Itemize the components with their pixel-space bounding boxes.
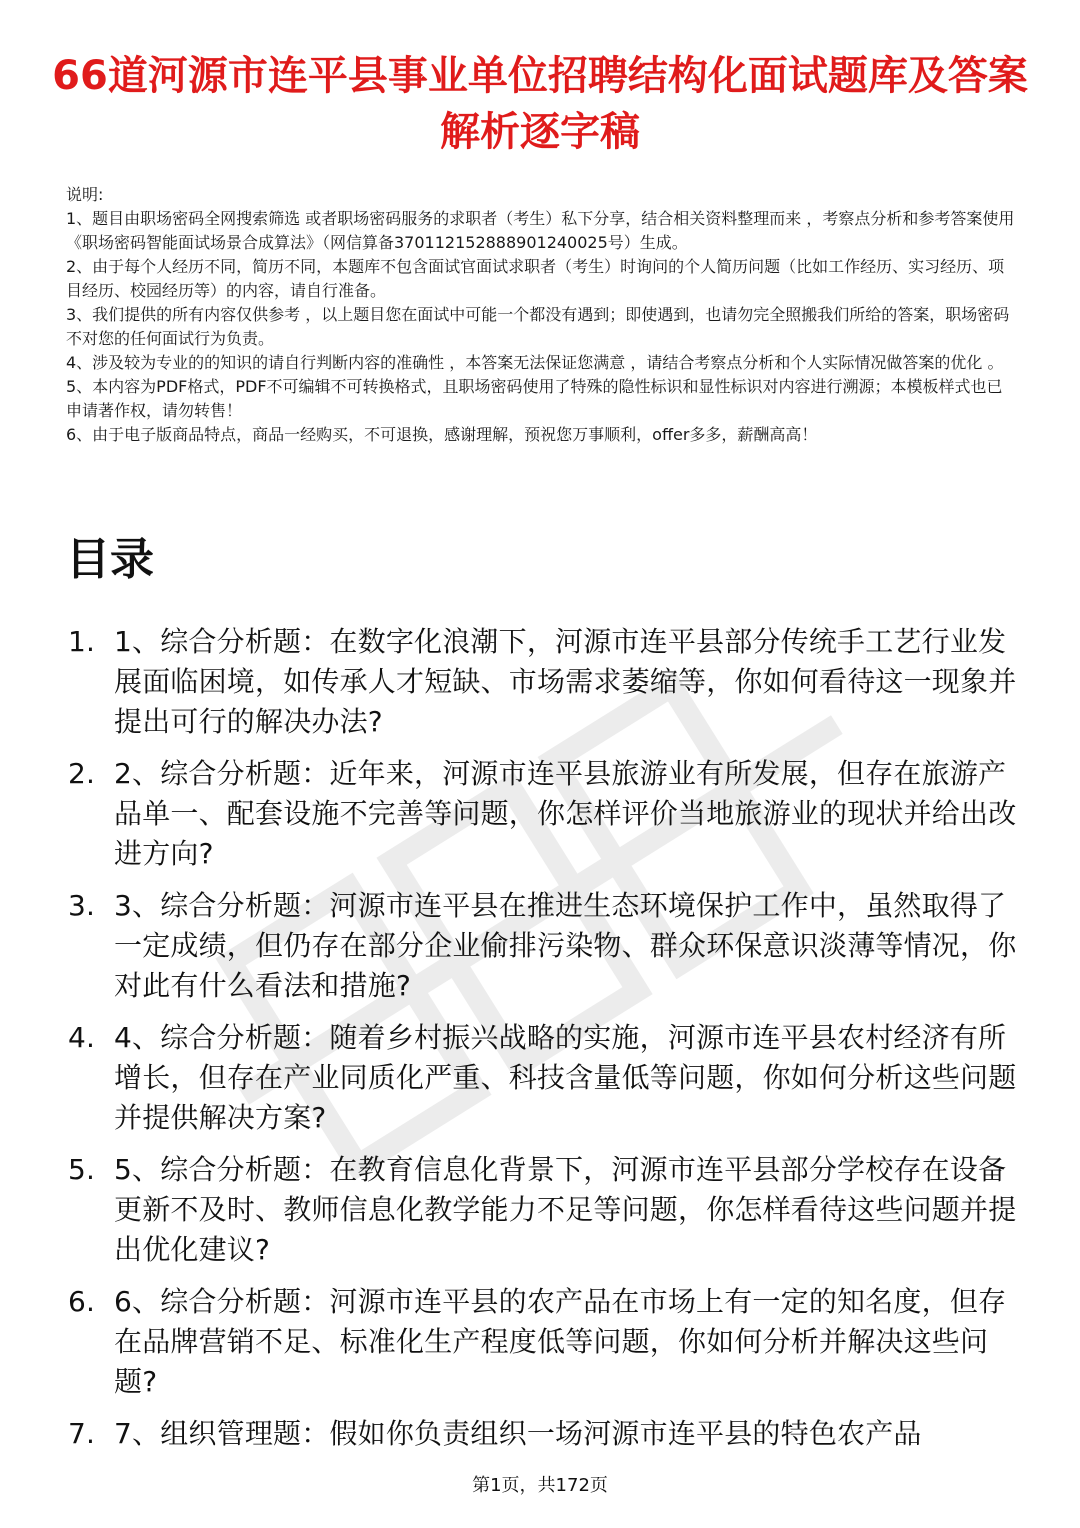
notes-heading: 说明: (66, 185, 104, 204)
toc-item[interactable] (66, 1150, 1018, 1270)
toc-item[interactable] (66, 886, 1018, 1006)
toc-item-number: 2. (68, 757, 96, 790)
note-item: 3、我们提供的所有内容仅供参考 ，以上题目您在面试中可能一个都没有遇到；即使遇到，也请勿完全照搬我们所给的答案，职场密码不对您的任何面试行为负责。 (66, 305, 1010, 348)
toc-item-number: 5. (68, 1153, 96, 1186)
note-item: 4、涉及较为专业的的知识的请自行判断内容的准确性 ，本答案无法保证您满意 ，请结合考察点分析和个人实际情况做答案的优化 。 (66, 353, 1004, 372)
document-title: 66道河源市连平县事业单位招聘结构化面试题库及答案解析逐字稿 (52, 53, 1028, 155)
note-item: 5、本内容为PDF格式，PDF不可编辑不可转换格式，且职场密码使用了特殊的隐性标识和显性标识对内容进行溯源；本模板样式也已申请著作权，请勿转售！ (66, 377, 1003, 420)
toc-item-number: 1. (68, 625, 96, 658)
toc-item-number: 7. (68, 1417, 96, 1450)
toc-item[interactable] (66, 1414, 1018, 1454)
toc-item[interactable] (66, 1018, 1018, 1138)
toc-item-number: 3. (68, 889, 96, 922)
toc-item-text: 7、组织管理题：假如你负责组织一场河源市连平县的特色农产品 (114, 1417, 922, 1450)
toc-item-text: 2、综合分析题：近年来，河源市连平县旅游业有所发展，但存在旅游产品单一、配套设施不完善等问题，你怎样评价当地旅游业的现状并给出改进方向? (114, 757, 1017, 870)
page-number-footer: 第1页，共172页 (472, 1475, 608, 1496)
table-of-contents (66, 622, 1018, 1466)
toc-item-number: 4. (68, 1021, 96, 1054)
toc-item-text: 4、综合分析题：随着乡村振兴战略的实施，河源市连平县农村经济有所增长，但存在产业同质化严重、科技含量低等问题，你如何分析这些问题并提供解决方案? (114, 1021, 1017, 1134)
disclaimer-notes (66, 183, 1016, 447)
toc-item-number: 6. (68, 1285, 96, 1318)
toc-item-text: 5、综合分析题：在教育信息化背景下，河源市连平县部分学校存在设备更新不及时、教师信息化教学能力不足等问题，你怎样看待这些问题并提出优化建议? (114, 1153, 1017, 1266)
toc-item[interactable] (66, 1282, 1018, 1402)
note-item: 6、由于电子版商品特点，商品一经购买，不可退换，感谢理解，预祝您万事顺利，offer多多，薪酬高高！ (66, 425, 818, 444)
toc-item[interactable] (66, 622, 1018, 742)
note-item: 2、由于每个人经历不同，简历不同，本题库不包含面试官面试求职者（考生）时询问的个人简历问题（比如工作经历、实习经历、项目经历、校园经历等）的内容，请自行准备。 (66, 257, 1005, 300)
toc-item-text: 3、综合分析题：河源市连平县在推进生态环境保护工作中，虽然取得了一定成绩，但仍存在部分企业偷排污染物、群众环保意识淡薄等情况，你对此有什么看法和措施? (114, 889, 1017, 1002)
note-item: 1、题目由职场密码全网搜索筛选 或者职场密码服务的求职者（考生）私下分享，结合相关资料整理而来 ，考察点分析和参考答案使用《职场密码智能面试场景合成算法》（网信算备370112152888901240025号）生成。 (66, 209, 1015, 252)
toc-item-text: 1、综合分析题：在数字化浪潮下，河源市连平县部分传统手工艺行业发展面临困境，如传承人才短缺、市场需求萎缩等，你如何看待这一现象并提出可行的解决办法? (114, 625, 1017, 738)
toc-item[interactable] (66, 754, 1018, 874)
toc-item-text: 6、综合分析题：河源市连平县的农产品在市场上有一定的知名度，但存在品牌营销不足、标准化生产程度低等问题，你如何分析并解决这些问题? (114, 1285, 1007, 1398)
toc-heading: 目录 (66, 534, 154, 585)
